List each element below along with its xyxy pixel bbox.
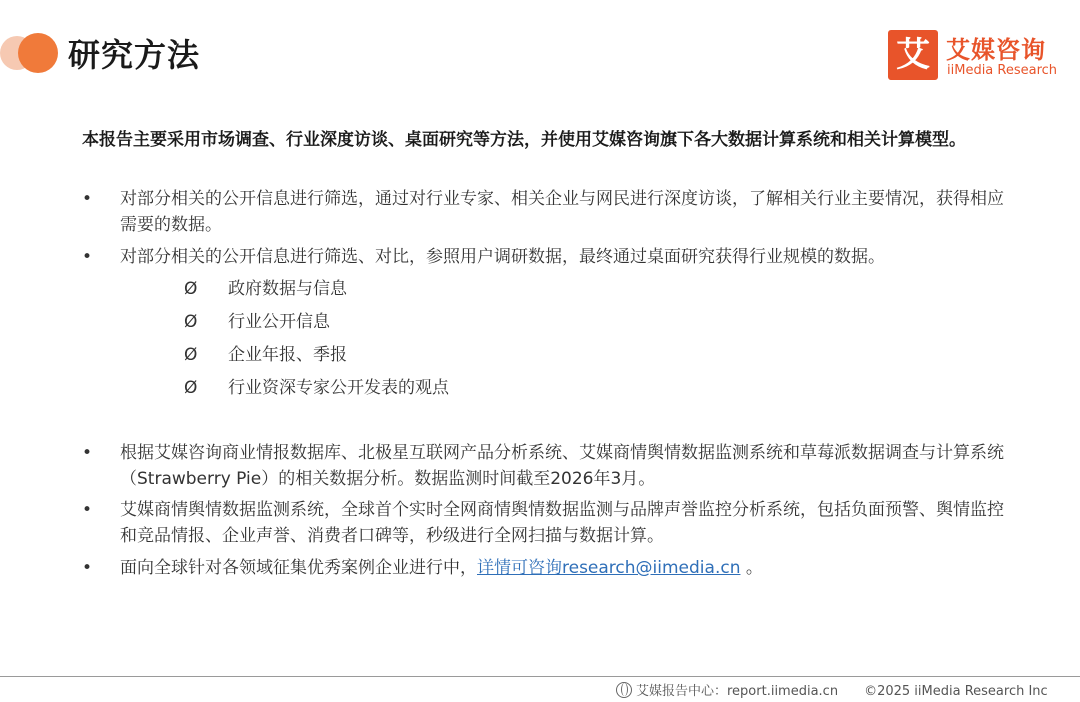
logo-subtitle: iiMedia Research bbox=[947, 63, 1058, 78]
iimedia-logo bbox=[888, 30, 1064, 80]
list-item-text: 根据艾媒咨询商业情报数据库、北极星互联网产品分析系统、艾媒商情舆情数据监测系统和草莓派数据调查与计算系统（Strawberry Pie）的相关数据分析。数据监测时间截至2026年3月。 bbox=[120, 443, 1004, 489]
footer bbox=[616, 680, 1048, 699]
sentence-end: 。 bbox=[740, 558, 763, 578]
arrow-bullet-icon: Ø bbox=[184, 345, 198, 365]
intro-paragraph: 本报告主要采用市场调查、行业深度访谈、桌面研究等方法，并使用艾媒咨询旗下各大数据计算系统和相关计算模型。 bbox=[82, 130, 966, 150]
list-item-text: 艾媒商情舆情数据监测系统，全球首个实时全网商情舆情数据监测与品牌声誉监控分析系统，包括负面预警、舆情监控和竞品情报、企业声誉、消费者口碑等，秒级进行全网扫描与数据计算。 bbox=[120, 500, 1004, 546]
bullet-icon: • bbox=[82, 443, 93, 463]
sub-list-item-text: 政府数据与信息 bbox=[228, 279, 347, 299]
footer-divider bbox=[0, 676, 1080, 677]
sub-list-item-text: 行业资深专家公开发表的观点 bbox=[228, 378, 449, 398]
arrow-bullet-icon: Ø bbox=[184, 312, 198, 332]
bullet-icon: • bbox=[82, 189, 93, 209]
globe-icon bbox=[616, 682, 632, 698]
arrow-bullet-icon: Ø bbox=[184, 378, 198, 398]
list-item-text: 对部分相关的公开信息进行筛选，通过对行业专家、相关企业与网民进行深度访谈，了解相关行业主要情况，获得相应需要的数据。 bbox=[120, 189, 1004, 235]
title-decoration-icon bbox=[0, 33, 58, 73]
bullet-icon: • bbox=[82, 558, 93, 578]
sub-list-item-text: 企业年报、季报 bbox=[228, 345, 347, 365]
logo-glyph: 艾 bbox=[888, 30, 938, 80]
contact-email-link[interactable]: 详情可咨询research@iimedia.cn bbox=[477, 558, 741, 578]
list-item-text bbox=[120, 555, 1020, 581]
call-for-cases-text: 面向全球针对各领域征集优秀案例企业进行中， bbox=[120, 558, 477, 578]
sub-list-item-text: 行业公开信息 bbox=[228, 312, 330, 332]
arrow-bullet-icon: Ø bbox=[184, 279, 198, 299]
list-item-text: 对部分相关的公开信息进行筛选、对比，参照用户调研数据，最终通过桌面研究获得行业规模的数据。 bbox=[120, 247, 885, 267]
footer-site[interactable]: 艾媒报告中心：report.iimedia.cn bbox=[636, 684, 839, 699]
bullet-icon: • bbox=[82, 247, 93, 267]
page-title: 研究方法 bbox=[68, 36, 201, 74]
footer-copyright: ©2025 iiMedia Research Inc bbox=[864, 684, 1048, 699]
bullet-icon: • bbox=[82, 500, 93, 520]
logo-name: 艾媒咨询 bbox=[946, 36, 1046, 64]
